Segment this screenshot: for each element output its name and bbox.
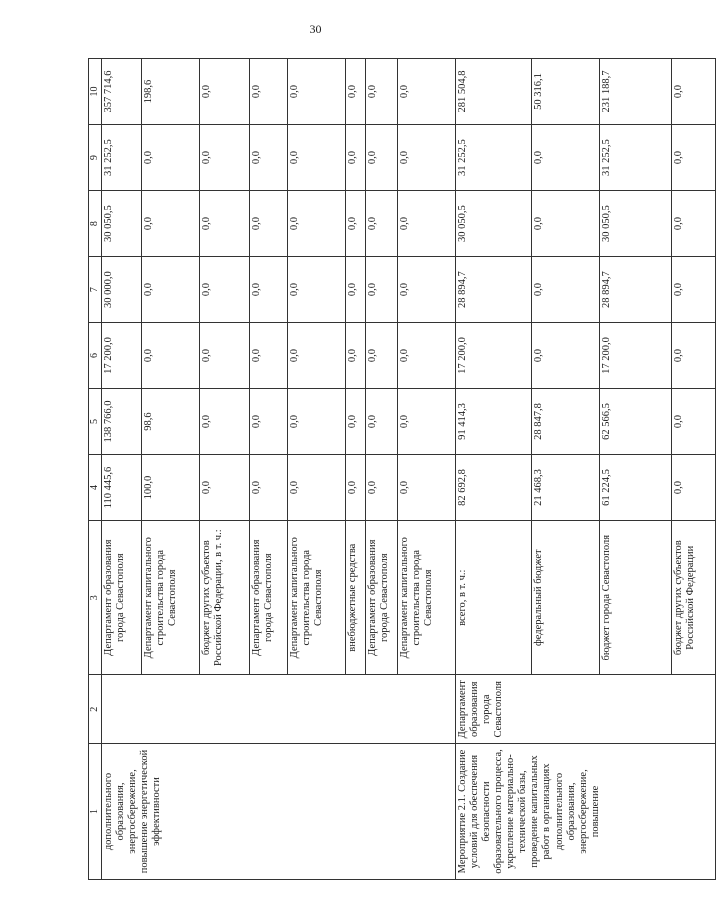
col-header: 6	[89, 323, 102, 389]
value-cell: 0,0	[346, 323, 366, 389]
funding-source-cell: Департамент образования города Севастополя	[366, 521, 398, 675]
value-cell: 0,0	[250, 191, 288, 257]
value-cell: 138 766,0	[102, 389, 142, 455]
value-cell: 357 714,6	[102, 59, 142, 125]
value-cell: 231 188,7	[600, 59, 672, 125]
value-cell: 0,0	[288, 323, 346, 389]
value-cell: 28 894,7	[600, 257, 672, 323]
value-cell: 0,0	[366, 389, 398, 455]
col-header: 7	[89, 257, 102, 323]
value-cell: 0,0	[288, 191, 346, 257]
value-cell: 0,0	[346, 191, 366, 257]
col-header: 5	[89, 389, 102, 455]
value-cell: 28 847,8	[532, 389, 600, 455]
value-cell: 0,0	[672, 191, 716, 257]
value-cell: 0,0	[250, 323, 288, 389]
value-cell: 0,0	[398, 59, 456, 125]
value-cell: 0,0	[532, 323, 600, 389]
value-cell: 198,6	[142, 59, 200, 125]
col-header: 2	[89, 675, 102, 744]
funding-source-cell: бюджет города Севастополя	[600, 521, 672, 675]
value-cell: 50 316,1	[532, 59, 600, 125]
value-cell: 31 252,5	[600, 125, 672, 191]
value-cell: 0,0	[672, 389, 716, 455]
value-cell: 281 504,8	[456, 59, 532, 125]
value-cell: 0,0	[398, 191, 456, 257]
value-cell: 30 050,5	[102, 191, 142, 257]
value-cell: 0,0	[532, 125, 600, 191]
col-header: 3	[89, 521, 102, 675]
value-cell: 0,0	[532, 191, 600, 257]
value-cell: 31 252,5	[102, 125, 142, 191]
activity-cell: Мероприятие 2.1. Создание условий для обеспечения безопасности образовательного процесса, укрепление материально-технической базы, проведение капитальных работ в организациях дополнительного образования, энергосбережение, повышение	[456, 744, 716, 880]
value-cell: 0,0	[398, 323, 456, 389]
value-cell: 0,0	[200, 389, 250, 455]
col-header: 4	[89, 455, 102, 521]
value-cell: 0,0	[366, 125, 398, 191]
value-cell: 0,0	[346, 455, 366, 521]
funding-source-cell: бюджет других субъектов Российской Федерации, в т. ч.:	[200, 521, 250, 675]
value-cell: 0,0	[142, 323, 200, 389]
funding-source-cell: всего, в т. ч.:	[456, 521, 532, 675]
value-cell: 0,0	[250, 125, 288, 191]
value-cell: 91 414,3	[456, 389, 532, 455]
value-cell: 0,0	[200, 323, 250, 389]
value-cell: 0,0	[346, 389, 366, 455]
col-header: 9	[89, 125, 102, 191]
table-row	[456, 59, 532, 880]
col-header: 10	[89, 59, 102, 125]
value-cell: 62 566,5	[600, 389, 672, 455]
funding-source-cell: Департамент капитального строительства города Севастополя	[398, 521, 456, 675]
funding-source-cell: внебюджетные средства	[346, 521, 366, 675]
value-cell: 0,0	[398, 257, 456, 323]
page-number: 30	[309, 22, 322, 36]
rotated-table-container	[88, 58, 697, 880]
value-cell: 0,0	[398, 389, 456, 455]
value-cell: 0,0	[250, 59, 288, 125]
value-cell: 0,0	[366, 191, 398, 257]
header-row	[89, 59, 102, 880]
value-cell: 0,0	[346, 125, 366, 191]
value-cell: 17 200,0	[102, 323, 142, 389]
value-cell: 17 200,0	[600, 323, 672, 389]
value-cell: 28 894,7	[456, 257, 532, 323]
value-cell: 0,0	[200, 257, 250, 323]
value-cell: 0,0	[142, 257, 200, 323]
value-cell: 30 000,0	[102, 257, 142, 323]
value-cell: 0,0	[366, 59, 398, 125]
value-cell: 0,0	[250, 389, 288, 455]
value-cell: 0,0	[200, 191, 250, 257]
value-cell: 0,0	[200, 125, 250, 191]
value-cell: 0,0	[288, 455, 346, 521]
value-cell: 0,0	[366, 455, 398, 521]
value-cell: 0,0	[532, 257, 600, 323]
value-cell: 0,0	[200, 59, 250, 125]
value-cell: 0,0	[672, 257, 716, 323]
value-cell: 31 252,5	[456, 125, 532, 191]
value-cell: 0,0	[288, 125, 346, 191]
value-cell: 17 200,0	[456, 323, 532, 389]
executor-cell: Департамент образования города Севастополя	[456, 675, 716, 744]
funding-source-cell: Департамент образования города Севастополя	[250, 521, 288, 675]
value-cell: 0,0	[398, 125, 456, 191]
value-cell: 0,0	[288, 257, 346, 323]
value-cell: 98,6	[142, 389, 200, 455]
funding-source-cell: Департамент капитального строительства города Севастополя	[288, 521, 346, 675]
value-cell: 0,0	[288, 59, 346, 125]
value-cell: 0,0	[250, 257, 288, 323]
value-cell: 0,0	[288, 389, 346, 455]
value-cell: 0,0	[672, 125, 716, 191]
funding-source-cell: бюджет других субъектов Российской Федерации	[672, 521, 716, 675]
value-cell: 110 445,6	[102, 455, 142, 521]
value-cell: 0,0	[672, 455, 716, 521]
funding-source-cell: Департамент капитального строительства города Севастополя	[142, 521, 200, 675]
value-cell: 0,0	[366, 323, 398, 389]
funding-table	[88, 58, 716, 880]
value-cell: 0,0	[398, 455, 456, 521]
value-cell: 82 692,8	[456, 455, 532, 521]
funding-source-cell: Департамент образования города Севастополя	[102, 521, 142, 675]
value-cell: 0,0	[200, 455, 250, 521]
value-cell: 0,0	[142, 125, 200, 191]
value-cell: 30 050,5	[600, 191, 672, 257]
value-cell: 0,0	[672, 323, 716, 389]
col-header: 1	[89, 744, 102, 880]
value-cell: 30 050,5	[456, 191, 532, 257]
value-cell: 0,0	[142, 191, 200, 257]
value-cell: 0,0	[346, 257, 366, 323]
value-cell: 0,0	[366, 257, 398, 323]
funding-source-cell: федеральный бюджет	[532, 521, 600, 675]
col-header: 8	[89, 191, 102, 257]
table-row	[102, 59, 142, 880]
activity-cell: дополнительного образования, энергосбережение, повышение энергетической эффективности	[102, 744, 456, 880]
value-cell: 0,0	[672, 59, 716, 125]
value-cell: 21 468,3	[532, 455, 600, 521]
value-cell: 100,0	[142, 455, 200, 521]
value-cell: 0,0	[250, 455, 288, 521]
value-cell: 0,0	[346, 59, 366, 125]
value-cell: 61 224,5	[600, 455, 672, 521]
executor-cell	[102, 675, 456, 744]
